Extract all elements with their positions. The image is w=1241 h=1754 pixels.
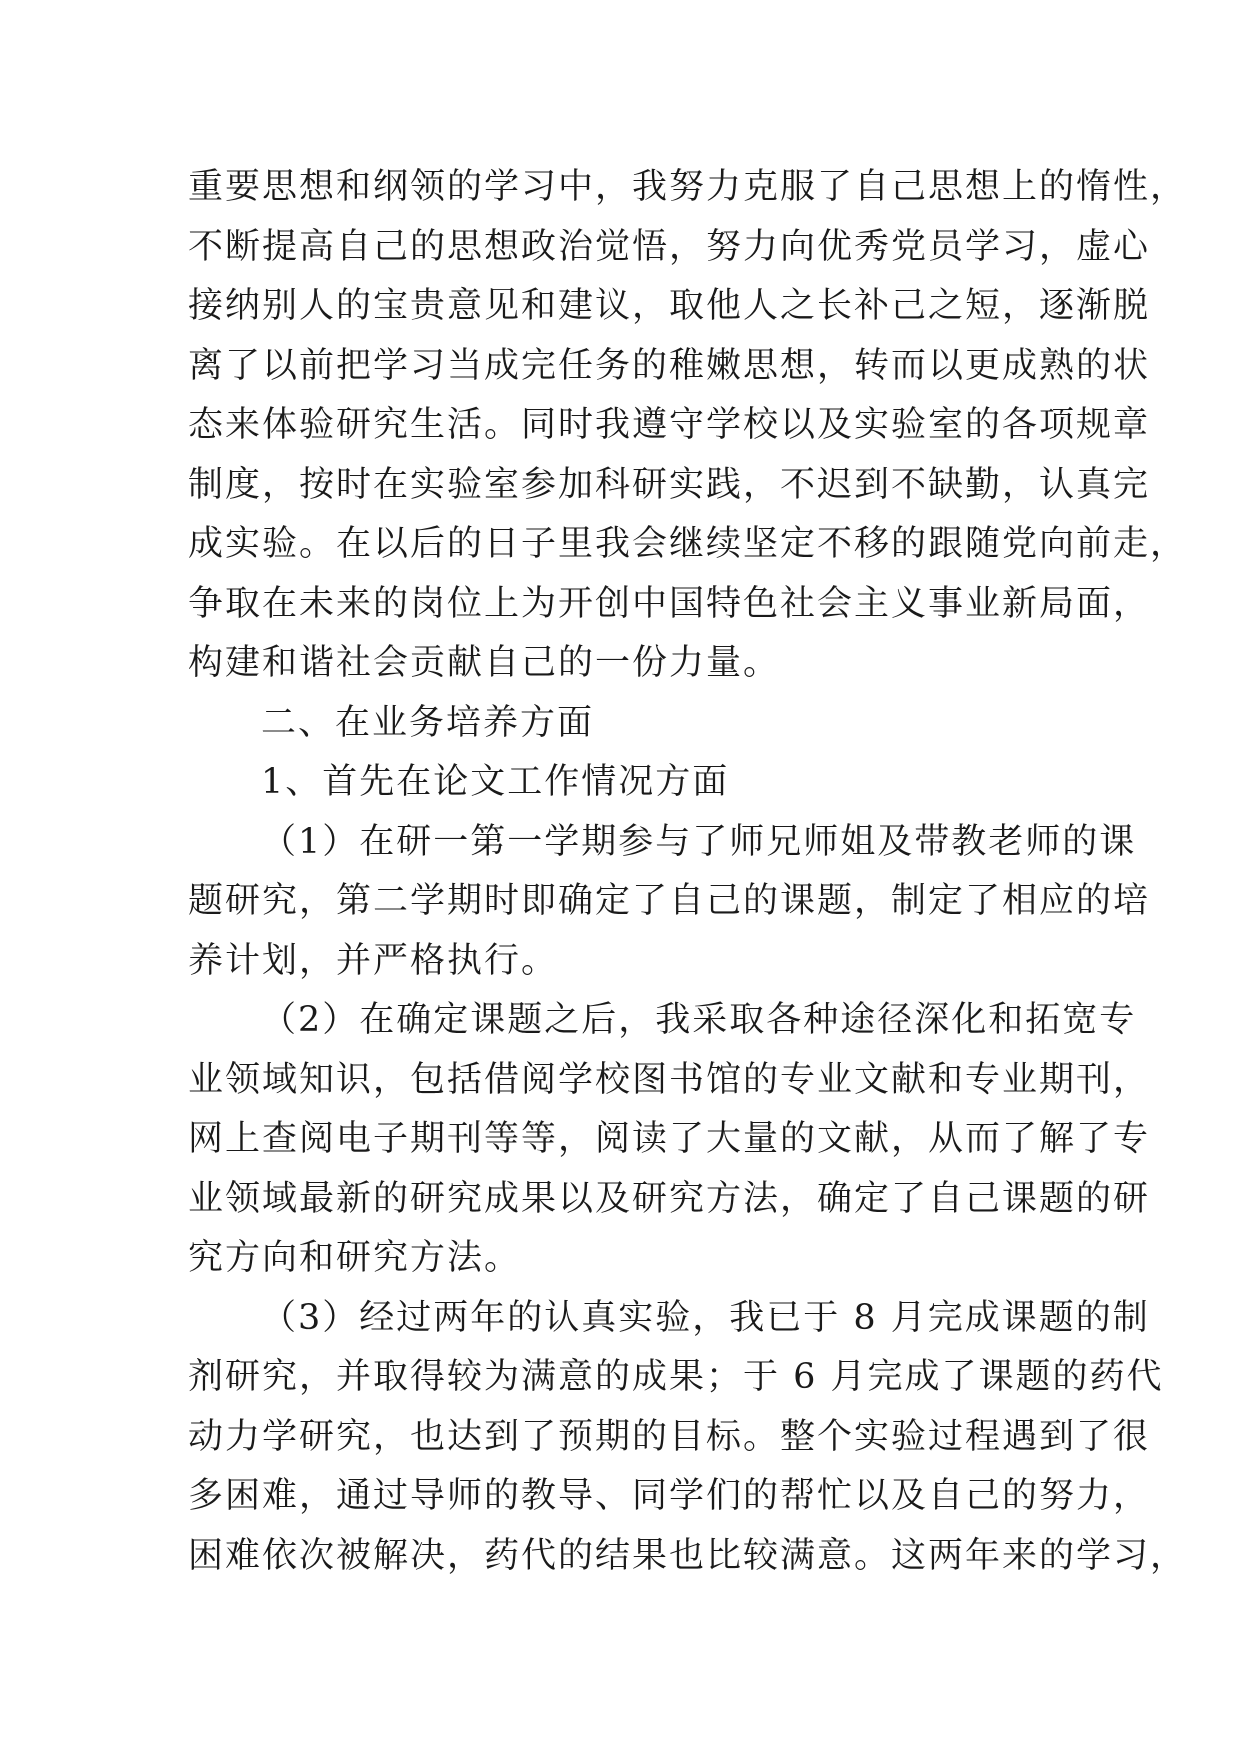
document-body — [188, 158, 1188, 1586]
text-line: 网上查阅电子期刊等等，阅读了大量的文献，从而了解了专 — [188, 1119, 1151, 1159]
text-line: 制度，按时在实验室参加科研实践，不迟到不缺勤，认真完 — [188, 464, 1151, 505]
text-line: 困难依次被解决，药代的结果也比较满意。这两年来的学习， — [188, 1535, 1188, 1576]
text-line: （3）经过两年的认真实验，我已于 8 月完成课题的制 — [261, 1297, 1150, 1338]
text-line: 成实验。在以后的日子里我会继续坚定不移的跟随党向前走， — [188, 524, 1188, 564]
text-line: 态来体验研究生活。同时我遵守学校以及实验室的各项规章 — [188, 405, 1151, 445]
section-heading: 二、在业务培养方面 — [261, 702, 595, 743]
text-line: 动力学研究，也达到了预期的目标。整个实验过程遇到了很 — [188, 1416, 1151, 1457]
text-line: 重要思想和纲领的学习中，我努力克服了自己思想上的惰性， — [188, 167, 1188, 207]
text-line: 多困难，通过导师的教导、同学们的帮忙以及自己的努力， — [188, 1476, 1151, 1516]
text-line: （1）在研一第一学期参与了师兄师姐及带教老师的课 — [261, 821, 1137, 862]
text-line: 养计划，并严格执行。 — [188, 940, 559, 981]
text-line: 业领域最新的研究成果以及研究方法，确定了自己课题的研 — [188, 1178, 1151, 1219]
text-line: 业领域知识，包括借阅学校图书馆的专业文献和专业期刊， — [188, 1059, 1151, 1100]
text-line: 构建和谐社会贡献自己的一份力量。 — [188, 643, 781, 683]
text-line: 接纳别人的宝贵意见和建议，取他人之长补己之短，逐渐脱 — [188, 286, 1151, 326]
text-line: （2）在确定课题之后，我采取各种途径深化和拓宽专 — [261, 1000, 1137, 1040]
subsection-heading: 1、首先在论文工作情况方面 — [261, 762, 730, 802]
text-line: 离了以前把学习当成完任务的稚嫩思想，转而以更成熟的状 — [188, 345, 1151, 386]
text-line: 争取在未来的岗位上为开创中国特色社会主义事业新局面， — [188, 583, 1151, 624]
text-line: 不断提高自己的思想政治觉悟，努力向优秀党员学习，虚心 — [188, 226, 1151, 267]
text-line: 剂研究，并取得较为满意的成果；于 6 月完成了课题的药代 — [188, 1357, 1164, 1397]
text-line: 究方向和研究方法。 — [188, 1238, 522, 1278]
text-line: 题研究，第二学期时即确定了自己的课题，制定了相应的培 — [188, 881, 1151, 921]
